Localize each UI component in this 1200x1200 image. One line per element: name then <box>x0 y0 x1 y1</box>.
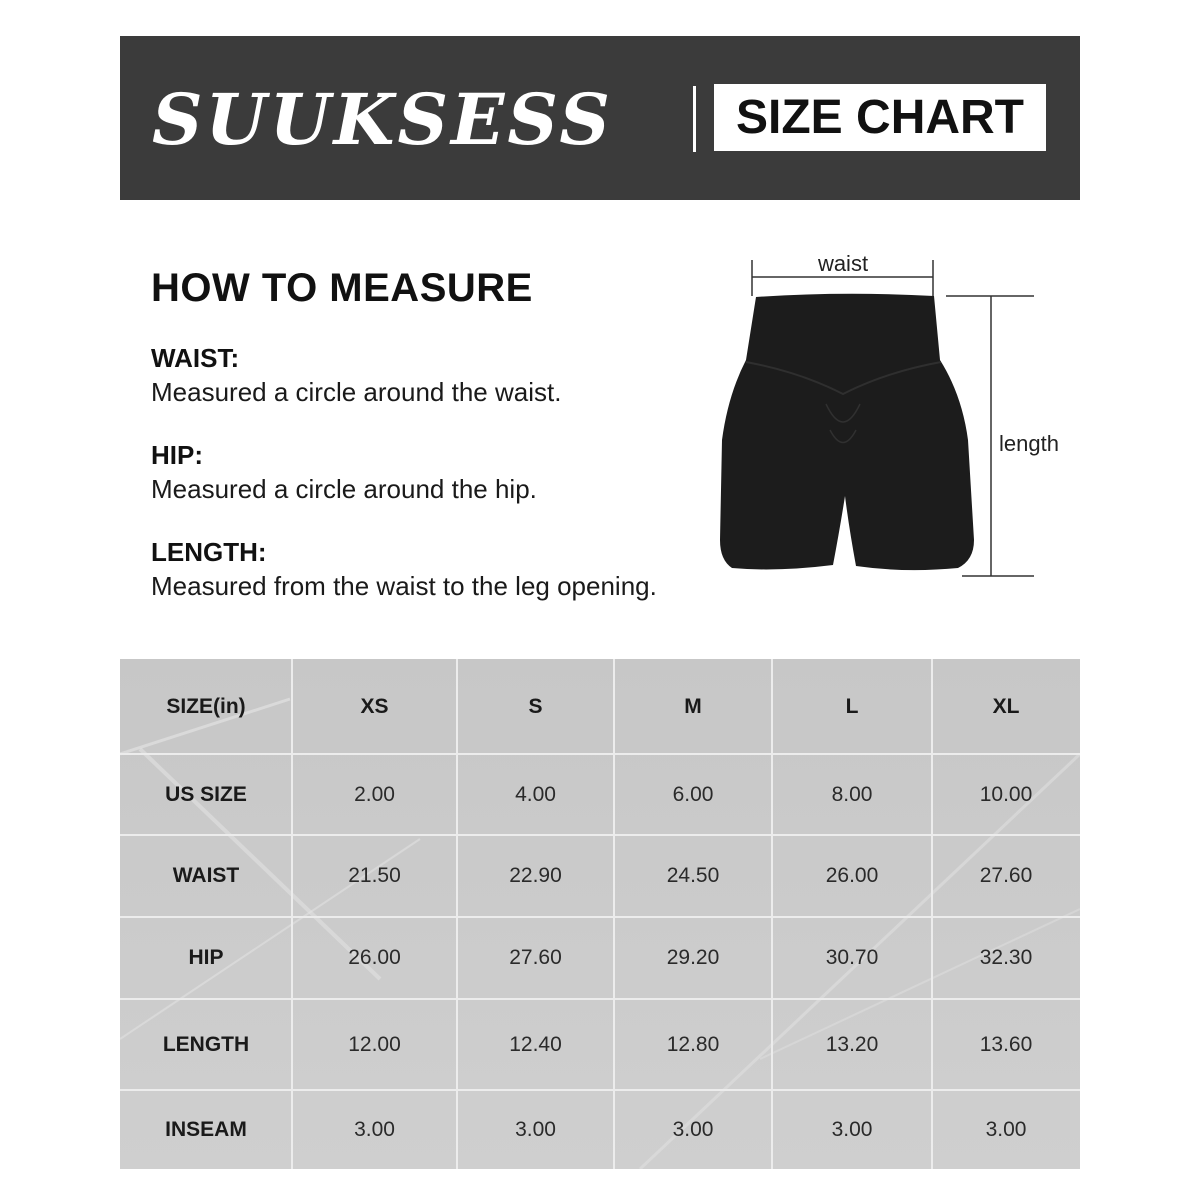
table-cell: 26.00 <box>348 946 401 969</box>
waist-description: Measured a circle around the waist. <box>151 377 562 407</box>
table-cell: 3.00 <box>354 1117 395 1141</box>
length-diagram-label: length <box>999 431 1059 456</box>
table-cell: 32.30 <box>979 946 1033 969</box>
table-cell: 3.00 <box>515 1117 556 1141</box>
table-cell: 12.00 <box>348 1032 401 1056</box>
banner-divider <box>693 86 696 152</box>
table-cell: 24.50 <box>666 864 720 887</box>
shorts-silhouette <box>720 294 974 570</box>
table-cell: 3.00 <box>985 1117 1027 1141</box>
table-cell: 13.60 <box>979 1032 1033 1056</box>
how-to-measure-title: HOW TO MEASURE <box>151 266 533 310</box>
table-cell: 2.00 <box>354 782 395 806</box>
table-header-size-xs: XS <box>360 694 389 718</box>
length-term: LENGTH: <box>151 537 267 567</box>
size-table <box>120 659 1080 1169</box>
table-row-label: WAIST <box>172 864 240 887</box>
waist-term: WAIST: <box>151 343 240 373</box>
table-header-size-m: M <box>684 694 702 718</box>
waist-diagram-label: waist <box>817 251 869 276</box>
hip-description: Measured a circle around the hip. <box>151 474 537 504</box>
shorts-measurement-diagram <box>700 240 1100 600</box>
table-cell: 27.60 <box>979 864 1033 887</box>
table-cell: 29.20 <box>666 946 720 969</box>
table-cell: 26.00 <box>825 864 879 887</box>
table-header-size-s: S <box>528 694 543 718</box>
table-row-label: HIP <box>188 946 224 969</box>
table-cell: 6.00 <box>672 782 714 806</box>
table-cell: 21.50 <box>348 864 401 887</box>
table-cell: 8.00 <box>831 782 873 806</box>
table-cell: 12.40 <box>509 1032 562 1056</box>
brand-logo: SUUKSESS <box>152 78 613 161</box>
table-cell: 13.20 <box>825 1032 879 1056</box>
table-cell: 3.00 <box>672 1117 714 1141</box>
table-cell: 12.80 <box>666 1032 720 1056</box>
table-cell: 3.00 <box>831 1117 873 1141</box>
table-cell: 27.60 <box>509 946 562 969</box>
table-header-size-xl: XL <box>992 694 1020 718</box>
length-description: Measured from the waist to the leg opening. <box>151 571 657 601</box>
size-chart-badge: SIZE CHART <box>714 84 1046 151</box>
hip-term: HIP: <box>151 440 203 470</box>
table-row-label: LENGTH <box>162 1032 250 1056</box>
table-cell: 10.00 <box>979 782 1033 806</box>
table-header-size-l: L <box>845 694 859 718</box>
table-cell: 30.70 <box>825 946 879 969</box>
table-row-label: US SIZE <box>165 782 247 806</box>
table-cell: 4.00 <box>515 782 556 806</box>
table-cell: 22.90 <box>509 864 562 887</box>
table-row-label: INSEAM <box>165 1117 247 1141</box>
table-header-size-label: SIZE(in) <box>166 694 246 718</box>
